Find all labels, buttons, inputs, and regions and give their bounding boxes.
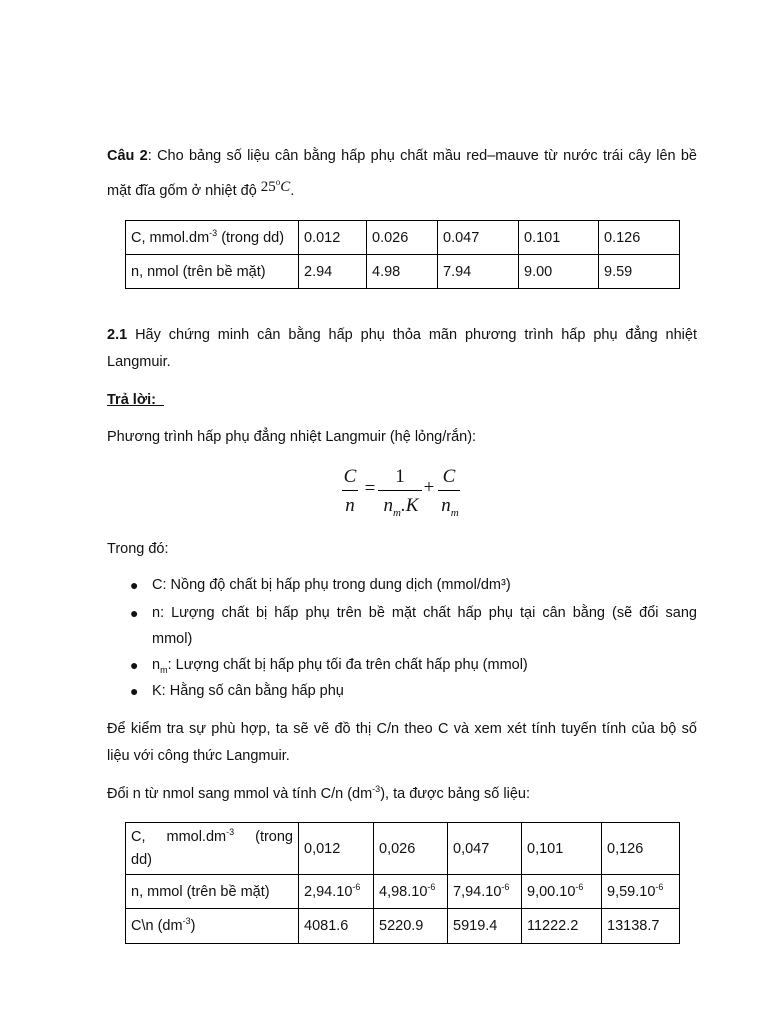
- langmuir-equation: [335, 462, 475, 522]
- table2-cell: 0,012: [299, 823, 374, 875]
- table2-cell: $9,59.10^{-6}$: [602, 875, 680, 909]
- table2-cell: 13138.7: [602, 909, 680, 944]
- bullet-icon: ●: [130, 683, 139, 699]
- eq-lhs-num: C: [343, 466, 357, 487]
- bullet-text: C: Nồng độ chất bị hấp phụ trong dung dịch (mmol/dm³): [152, 577, 511, 593]
- table2-label-c: C, $mmol.dm^{-3}$ (trong dd): [126, 823, 299, 875]
- eq-lhs-den: n: [345, 495, 355, 516]
- table1-cell: 7.94: [438, 255, 519, 289]
- table2-row-cn: [126, 909, 680, 944]
- table2-cell: $7,94.10^{-6}$: [448, 875, 522, 909]
- table1-cell: 0.026: [367, 221, 438, 255]
- eq-rhs-num: C: [442, 466, 456, 487]
- check-line-1: Để kiểm tra sự phù hợp, ta sẽ vẽ đồ thị C/n theo C và xem xét tính tuyến tính của bộ số: [107, 721, 697, 737]
- question-line-1: [107, 146, 697, 166]
- equation-intro: Phương trình hấp phụ đẳng nhiệt Langmuir (hệ lỏng/rắn):: [107, 429, 477, 445]
- data-table-1: [125, 220, 680, 289]
- table1-cell: 9.59: [599, 255, 680, 289]
- table2-cell: 5919.4: [448, 909, 522, 944]
- eq-rhs-bar: [438, 490, 460, 491]
- check-line-2: liệu với công thức Langmuir.: [107, 748, 290, 764]
- bullet-icon: ●: [130, 657, 139, 673]
- table2-cell: 0,026: [374, 823, 448, 875]
- table1-label-c: C, $mmol.dm^{-3}$ (trong dd): [126, 221, 299, 255]
- eq-plus: +: [423, 477, 435, 498]
- definition-list: [107, 575, 697, 705]
- convert-line: Đổi n từ nmol sang mmol và tính C/n $(dm^{-3})$, ta được bảng số liệu:: [107, 784, 530, 802]
- part-21-label: 2.1: [107, 327, 128, 343]
- bullet-icon: ●: [130, 605, 139, 621]
- temp-degree: o: [275, 177, 281, 187]
- data-table-2: [125, 822, 680, 944]
- bullet-icon: ●: [130, 577, 139, 593]
- part-21-line-2: Langmuir.: [107, 354, 171, 370]
- table1-cell: 0.126: [599, 221, 680, 255]
- eq-lhs-bar: [342, 490, 358, 491]
- table2-label-cn: C\n $(dm^{-3})$: [126, 909, 299, 944]
- bullet-text: $n_m$: Lượng chất bị hấp phụ tối đa trên chất hấp phụ (mmol): [152, 657, 528, 675]
- table1-row-n: [126, 255, 680, 289]
- eq-rhs-den: $n_m$: [441, 495, 459, 519]
- question-line-2: [107, 177, 295, 201]
- table2-cell: 0,047: [448, 823, 522, 875]
- question-label: Câu 2: [107, 148, 148, 164]
- bullet-text: n: Lượng chất bị hấp phụ trên bề mặt chất hấp phụ tại cân bằng (sẽ đổi sang: [152, 605, 697, 621]
- temp-period: .: [290, 183, 295, 199]
- where-label: Trong đó:: [107, 541, 169, 557]
- bullet-text: K: Hằng số cân bằng hấp phụ: [152, 683, 344, 699]
- question-text-1: : Cho bảng số liệu cân bằng hấp phụ chất mầu red–mauve từ nước trái cây lên bề: [147, 148, 697, 164]
- eq-equals: =: [364, 478, 376, 499]
- part-21-text-1: Hãy chứng minh cân bằng hấp phụ thỏa mãn phương trình hấp phụ đẳng nhiệt: [127, 327, 697, 343]
- part-21-line-1: [107, 325, 697, 345]
- table2-cell: 0,101: [522, 823, 602, 875]
- bullet-text: mmol): [152, 631, 193, 647]
- table2-label-n: n, mmol (trên bề mặt): [126, 875, 299, 909]
- table2-cell: $2,94.10^{-6}$: [299, 875, 374, 909]
- table2-cell: $9,00.10^{-6}$: [522, 875, 602, 909]
- eq-mid-den: $n_m.K$: [383, 495, 419, 519]
- table2-cell: $4,98.10^{-6}$: [374, 875, 448, 909]
- table1-cell: 2.94: [299, 255, 367, 289]
- table1-cell: 0.047: [438, 221, 519, 255]
- question-text-2: mặt đĩa gốm ở nhiệt độ: [107, 183, 257, 199]
- table2-cell: 0,126: [602, 823, 680, 875]
- eq-mid-bar: [378, 490, 422, 491]
- table2-row-n: [126, 875, 680, 909]
- table2-cell: 5220.9: [374, 909, 448, 944]
- eq-mid-num: 1: [395, 466, 405, 487]
- table1-cell: 4.98: [367, 255, 438, 289]
- table1-row-c: [126, 221, 680, 255]
- table1-cell: 0.101: [519, 221, 599, 255]
- table1-cell: 0.012: [299, 221, 367, 255]
- temp-unit: C: [280, 179, 291, 195]
- table2-cell: 11222.2: [522, 909, 602, 944]
- table2-cell: 4081.6: [299, 909, 374, 944]
- table2-row-c: [126, 823, 680, 875]
- table1-label-n: n, nmol (trên bề mặt): [126, 255, 299, 289]
- temperature: [261, 179, 291, 195]
- table1-cell: 9.00: [519, 255, 599, 289]
- temp-value: 25: [260, 179, 276, 195]
- answer-label: Trả lời:: [107, 392, 156, 408]
